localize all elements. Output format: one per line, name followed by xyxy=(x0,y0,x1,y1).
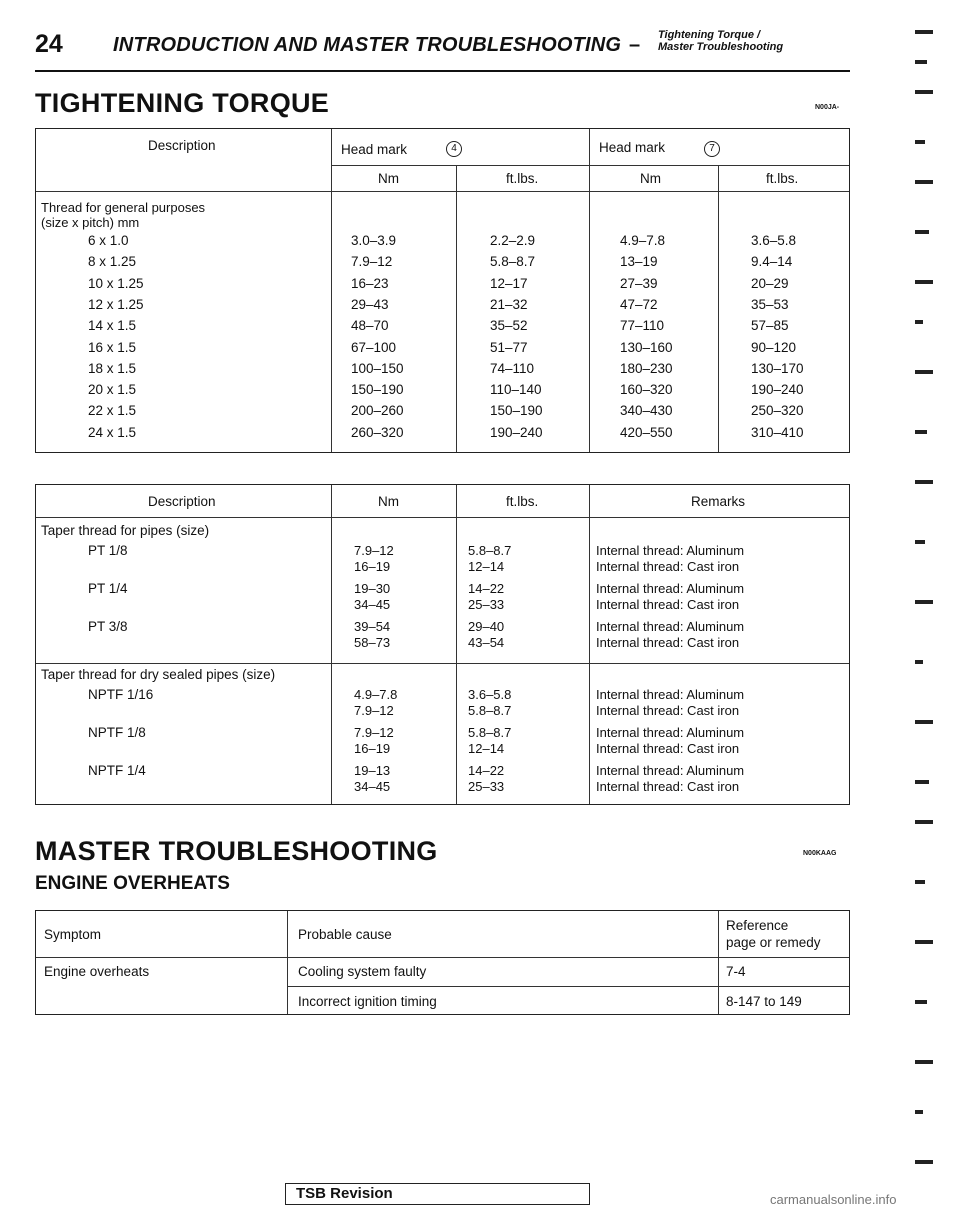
torque-cell-ft7: 250–320 xyxy=(751,403,804,419)
chapter-title: INTRODUCTION AND MASTER TROUBLESHOOTING xyxy=(113,34,622,56)
torque-cell-ft7: 57–85 xyxy=(751,318,789,334)
pipe-remark: Internal thread: Cast iron xyxy=(596,779,740,794)
torque-cell-nm4: 67–100 xyxy=(351,339,397,355)
torque-cell-size: 8 x 1.25 xyxy=(88,254,137,270)
torque-table xyxy=(35,128,850,453)
pipe-ftlbs: 12–14 xyxy=(468,741,505,756)
header-dash: – xyxy=(629,34,641,56)
pipe-size: NPTF 1/8 xyxy=(88,725,146,740)
torque-cell-ft4: 21–32 xyxy=(490,296,528,312)
torque-cell-ft7: 130–170 xyxy=(751,360,804,376)
pipe-ftlbs: 43–54 xyxy=(468,635,505,650)
pipe-size: NPTF 1/16 xyxy=(88,687,154,702)
pipe-remark: Internal thread: Cast iron xyxy=(596,635,740,650)
col-nm-b: Nm xyxy=(640,171,661,186)
pipe-size: PT 1/8 xyxy=(88,543,128,558)
pipe-nm: 58–73 xyxy=(354,635,391,650)
torque-cell-size: 6 x 1.0 xyxy=(88,233,129,248)
pipe-remark: Internal thread: Cast iron xyxy=(596,597,740,612)
pipe-nm: 7.9–12 xyxy=(354,725,394,740)
col-description: Description xyxy=(148,494,216,509)
tightening-torque-heading: TIGHTENING TORQUE xyxy=(35,88,330,118)
torque-cell-size: 12 x 1.25 xyxy=(88,296,144,312)
reference-cell-1: 7-4 xyxy=(726,964,746,979)
head-mark-label-b: Head mark xyxy=(599,140,666,155)
pipe-ftlbs: 5.8–8.7 xyxy=(468,543,512,558)
torque-cell-ft4: 35–52 xyxy=(490,318,528,334)
troubleshooting-section-code: N00KAAG xyxy=(803,850,837,857)
torque-cell-nm4: 7.9–12 xyxy=(351,254,393,270)
torque-cell-nm7: 160–320 xyxy=(620,382,673,398)
pipe-ftlbs: 14–22 xyxy=(468,763,505,778)
torque-cell-ft7: 9.4–14 xyxy=(751,254,793,270)
col-description: Description xyxy=(148,138,216,153)
torque-cell-nm4: 29–43 xyxy=(351,296,389,312)
pipe-remark: Internal thread: Aluminum xyxy=(596,725,745,740)
cause-cell-1: Cooling system faulty xyxy=(298,964,427,979)
torque-cell-nm4: 200–260 xyxy=(351,403,404,419)
col-ftlbs-a: ft.lbs. xyxy=(506,171,539,186)
torque-cell-ft4: 2.2–2.9 xyxy=(490,233,536,248)
torque-cell-size: 16 x 1.5 xyxy=(88,339,137,355)
torque-cell-nm7: 340–430 xyxy=(620,403,673,419)
pipe-ftlbs: 5.8–8.7 xyxy=(468,725,512,740)
pipe-remark: Internal thread: Aluminum xyxy=(596,763,745,778)
torque-cell-size: 18 x 1.5 xyxy=(88,360,137,376)
pipe-ftlbs: 14–22 xyxy=(468,581,505,596)
col-ftlbs-b: ft.lbs. xyxy=(766,171,799,186)
torque-cell-nm7: 77–110 xyxy=(620,318,665,334)
pipe-nm: 4.9–7.8 xyxy=(354,687,398,702)
pipe-torque-table xyxy=(35,484,850,805)
torque-cell-ft4: 5.8–8.7 xyxy=(490,254,536,270)
torque-cell-nm4: 48–70 xyxy=(351,318,389,334)
col-nm-a: Nm xyxy=(378,171,399,186)
col-nm: Nm xyxy=(378,494,399,509)
col-reference-line-2: page or remedy xyxy=(726,935,821,950)
section-title-line-2: Master Troubleshooting xyxy=(658,41,784,53)
section-title-line-1: Tightening Torque / xyxy=(658,29,761,41)
torque-cell-ft7: 20–29 xyxy=(751,275,789,291)
col-ftlbs: ft.lbs. xyxy=(506,494,539,509)
torque-cell-size: 24 x 1.5 xyxy=(88,424,137,440)
symptom-cell: Engine overheats xyxy=(44,964,150,979)
master-troubleshooting-heading: MASTER TROUBLESHOOTING xyxy=(35,836,438,866)
torque-cell-ft7: 310–410 xyxy=(751,424,804,440)
pipe-nm: 34–45 xyxy=(354,597,391,612)
torque-cell-ft7: 190–240 xyxy=(751,382,804,398)
torque-section-code: N00JA- xyxy=(815,104,840,111)
pipe-nm: 34–45 xyxy=(354,779,391,794)
pipe-nm: 19–13 xyxy=(354,763,391,778)
torque-cell-ft7: 90–120 xyxy=(751,339,797,355)
torque-cell-nm7: 27–39 xyxy=(620,275,658,291)
pipe-nm: 7.9–12 xyxy=(354,543,394,558)
pipe-remark: Internal thread: Aluminum xyxy=(596,543,745,558)
torque-cell-nm7: 4.9–7.8 xyxy=(620,233,666,248)
torque-cell-nm7: 130–160 xyxy=(620,339,673,355)
tsb-revision-box xyxy=(285,1183,590,1205)
torque-cell-size: 10 x 1.25 xyxy=(88,275,144,291)
torque-cell-nm4: 260–320 xyxy=(351,424,404,440)
pipe-nm: 19–30 xyxy=(354,581,391,596)
torque-cell-nm7: 420–550 xyxy=(620,424,673,440)
pipe-group-label: Taper thread for pipes (size) xyxy=(41,523,210,538)
pipe-remark: Internal thread: Aluminum xyxy=(596,619,745,634)
pipe-remark: Internal thread: Cast iron xyxy=(596,703,740,718)
col-symptom: Symptom xyxy=(44,927,102,942)
pipe-nm: 16–19 xyxy=(354,741,391,756)
torque-cell-ft7: 3.6–5.8 xyxy=(751,233,797,248)
group-label-general: Thread for general purposes xyxy=(41,200,206,215)
pipe-ftlbs: 12–14 xyxy=(468,559,505,574)
torque-cell-nm7: 47–72 xyxy=(620,296,658,312)
group-label-size: (size x pitch) mm xyxy=(41,215,140,230)
pipe-ftlbs: 3.6–5.8 xyxy=(468,687,512,702)
pipe-nm: 7.9–12 xyxy=(354,703,394,718)
section-title xyxy=(658,29,783,53)
head-mark-label-a: Head mark xyxy=(341,142,408,157)
pipe-remark: Internal thread: Cast iron xyxy=(596,559,740,574)
torque-cell-ft4: 110–140 xyxy=(490,382,542,398)
col-reference-line-1: Reference xyxy=(726,918,789,933)
pipe-nm: 16–19 xyxy=(354,559,391,574)
troubleshooting-table xyxy=(35,910,850,1015)
torque-cell-nm4: 16–23 xyxy=(351,275,389,291)
torque-cell-ft4: 12–17 xyxy=(490,275,528,291)
pipe-remark: Internal thread: Aluminum xyxy=(596,581,745,596)
torque-cell-size: 22 x 1.5 xyxy=(88,403,137,419)
torque-cell-ft4: 74–110 xyxy=(490,360,535,376)
torque-cell-nm4: 3.0–3.9 xyxy=(351,233,397,248)
pipe-remark: Internal thread: Aluminum xyxy=(596,687,745,702)
pipe-size: PT 3/8 xyxy=(88,619,128,634)
torque-cell-ft4: 190–240 xyxy=(490,424,543,440)
pipe-ftlbs: 25–33 xyxy=(468,779,505,794)
engine-overheats-heading: ENGINE OVERHEATS xyxy=(35,873,230,894)
cause-cell-2: Incorrect ignition timing xyxy=(298,994,437,1009)
header-rule xyxy=(35,70,850,72)
torque-cell-nm7: 180–230 xyxy=(620,360,673,376)
head-mark-7-icon: 7 xyxy=(704,141,720,157)
reference-cell-2: 8-147 to 149 xyxy=(726,994,802,1009)
torque-cell-nm4: 100–150 xyxy=(351,360,404,376)
torque-cell-size: 20 x 1.5 xyxy=(88,382,137,398)
running-header xyxy=(35,18,850,78)
page-edge-decoration xyxy=(905,20,945,1200)
torque-cell-ft4: 150–190 xyxy=(490,403,543,419)
pipe-size: PT 1/4 xyxy=(88,581,128,596)
head-mark-4-icon: 4 xyxy=(446,141,462,157)
torque-cell-ft7: 35–53 xyxy=(751,296,789,312)
torque-cell-nm7: 13–19 xyxy=(620,254,658,270)
pipe-size: NPTF 1/4 xyxy=(88,763,146,778)
pipe-nm: 39–54 xyxy=(354,619,391,634)
pipe-group-label: Taper thread for dry sealed pipes (size) xyxy=(41,667,276,682)
col-probable-cause: Probable cause xyxy=(298,927,392,942)
torque-cell-size: 14 x 1.5 xyxy=(88,318,137,334)
torque-cell-nm4: 150–190 xyxy=(351,382,404,398)
tsb-revision-label: TSB Revision xyxy=(296,1185,393,1202)
torque-cell-ft4: 51–77 xyxy=(490,339,528,355)
pipe-ftlbs: 5.8–8.7 xyxy=(468,703,512,718)
pipe-ftlbs: 25–33 xyxy=(468,597,505,612)
pipe-remark: Internal thread: Cast iron xyxy=(596,741,740,756)
pipe-ftlbs: 29–40 xyxy=(468,619,505,634)
watermark: carmanualsonline.info xyxy=(770,1192,897,1207)
col-remarks: Remarks xyxy=(691,494,746,509)
page-number: 24 xyxy=(35,30,63,58)
